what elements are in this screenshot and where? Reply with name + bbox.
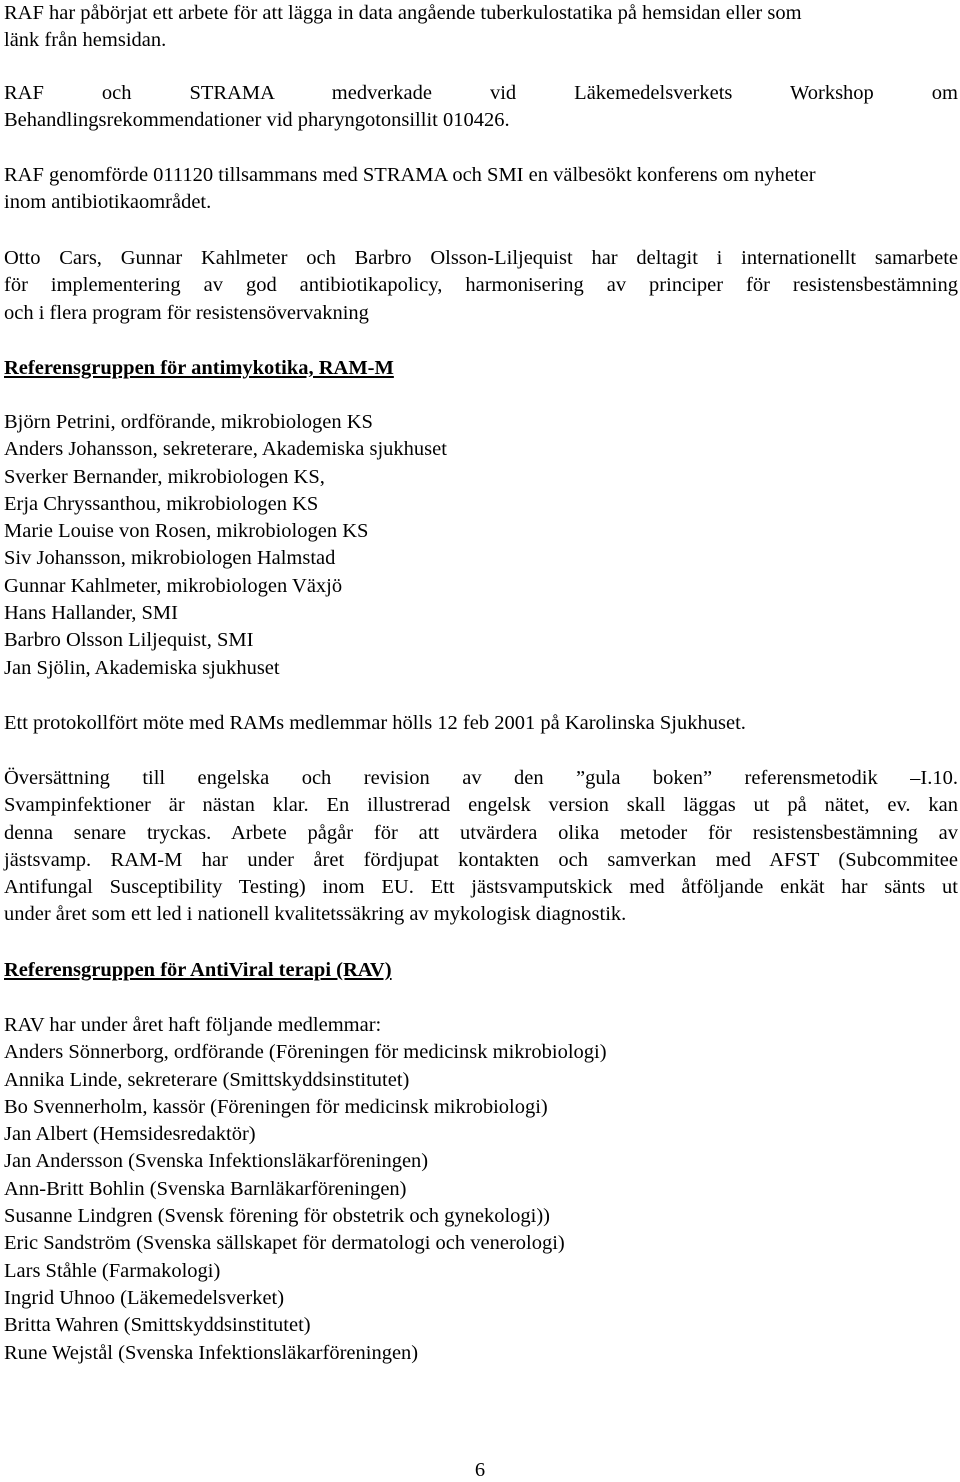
text-line: länk från hemsidan.: [4, 29, 167, 52]
list-item: Sverker Bernander, mikrobiologen KS,: [4, 465, 325, 488]
list-item: Hans Hallander, SMI: [4, 602, 178, 625]
list-item: Ann-Britt Bohlin (Svenska Barnläkarföreningen): [4, 1177, 407, 1200]
text-line: Översättning till engelska och revision av den ”gula boken” referensmetodik –I.10.: [4, 767, 958, 789]
text-line: Behandlingsrekommendationer vid pharyngotonsillit 010426.: [4, 109, 510, 132]
list-item: Annika Linde, sekreterare (Smittskyddsinstitutet): [4, 1068, 410, 1091]
paragraph-internationellt-samarbete: [4, 245, 958, 327]
text-line: jästsvamp. RAM-M har under året fördjupat kontakten och samverkan med AFST (Subcommitee: [4, 848, 958, 871]
section-heading-ram-m: Referensgruppen för antimykotika, RAM-M: [4, 357, 394, 379]
text-line: RAF har påbörjat ett arbete för att lägga in data angående tuberkulostatika på hemsidan eller som: [4, 2, 802, 24]
page-number: 6: [474, 1459, 486, 1481]
list-intro: RAV har under året haft följande medlemmar:: [4, 1014, 382, 1036]
text-line: denna senare tryckas. Arbete pågår för att utvärdera olika metoder för resistensbestämning av: [4, 821, 958, 844]
text-line: under året som ett led i nationell kvalitetssäkring av mykologisk diagnostik.: [4, 903, 627, 926]
list-item: Eric Sandström (Svenska sällskapet för dermatologi och venerologi): [4, 1232, 565, 1255]
list-item: Anders Johansson, sekreterare, Akademiska sjukhuset: [4, 438, 447, 461]
ram-m-member-list: [4, 409, 958, 682]
list-item: Erja Chryssanthou, mikrobiologen KS: [4, 492, 319, 515]
list-item: Gunnar Kahlmeter, mikrobiologen Växjö: [4, 574, 343, 597]
list-item: Susanne Lindgren (Svensk förening för obstetrik och gynekologi)): [4, 1205, 550, 1228]
paragraph-tuberkulostatika: [4, 0, 958, 55]
section-heading-rav: Referensgruppen för AntiViral terapi (RAV): [4, 959, 392, 981]
text-line: RAF genomförde 011120 tillsammans med STRAMA och SMI en välbesökt konferens om nyheter: [4, 164, 816, 186]
list-item: Barbro Olsson Liljequist, SMI: [4, 629, 254, 652]
paragraph-workshop: [4, 80, 958, 135]
rav-member-list: [4, 1012, 958, 1367]
list-item: Marie Louise von Rosen, mikrobiologen KS: [4, 520, 369, 543]
list-item: Björn Petrini, ordförande, mikrobiologen KS: [4, 411, 373, 433]
text-line: inom antibiotikaområdet.: [4, 191, 212, 214]
list-item: Jan Sjölin, Akademiska sjukhuset: [4, 656, 280, 679]
text-line: Svampinfektioner är nästan klar. En illustrerad engelsk version skall läggas ut på nätet, ev. kan: [4, 794, 958, 817]
paragraph-konferens: [4, 162, 958, 217]
text-line: Antifungal Susceptibility Testing) inom EU. Ett jästsvamputskick med åtföljande enkät har sänts ut: [4, 876, 958, 899]
list-item: Anders Sönnerborg, ordförande (Föreningen för medicinsk mikrobiologi): [4, 1041, 607, 1064]
paragraph-translation: [4, 765, 958, 929]
list-item: Bo Svennerholm, kassör (Föreningen för medicinsk mikrobiologi): [4, 1095, 548, 1118]
list-item: Ingrid Uhnoo (Läkemedelsverket): [4, 1286, 285, 1309]
list-item: Jan Albert (Hemsidesredaktör): [4, 1123, 256, 1146]
list-item: Britta Wahren (Smittskyddsinstitutet): [4, 1314, 311, 1337]
list-item: Jan Andersson (Svenska Infektionsläkarföreningen): [4, 1150, 429, 1173]
list-item: Rune Wejstål (Svenska Infektionsläkarföreningen): [4, 1341, 419, 1364]
paragraph-meeting: [4, 710, 958, 737]
text-line: och i flera program för resistensövervakning: [4, 301, 369, 324]
text-line: RAF och STRAMA medverkade vid Läkemedelsverkets Workshop om: [4, 82, 958, 104]
text-line: för implementering av god antibiotikapolicy, harmonisering av principer för resistensbestämning: [4, 274, 958, 297]
text-line: Ett protokollfört möte med RAMs medlemmar hölls 12 feb 2001 på Karolinska Sjukhuset.: [4, 712, 746, 734]
list-item: Lars Ståhle (Farmakologi): [4, 1259, 221, 1282]
text-line: Otto Cars, Gunnar Kahlmeter och Barbro Olsson-Liljequist har deltagit i internationellt samarbete: [4, 247, 958, 269]
list-item: Siv Johansson, mikrobiologen Halmstad: [4, 547, 336, 570]
